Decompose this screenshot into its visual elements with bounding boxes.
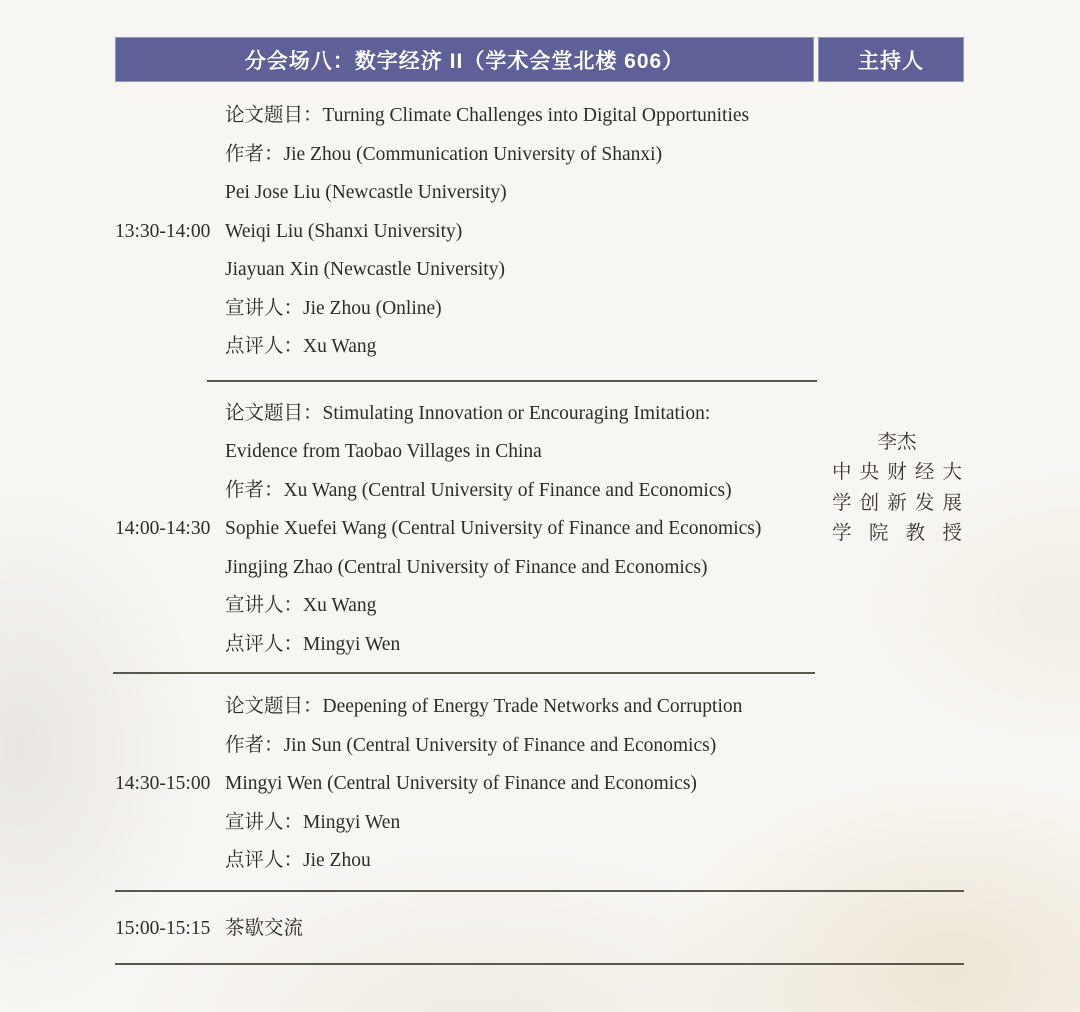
moderator-affiliation-line: 学院教授 — [832, 523, 962, 544]
session-3-time: 14:30-15:00 — [115, 773, 211, 795]
authors-line: 作者：Jin Sun (Central University of Finance and Economics) — [225, 734, 717, 756]
discussant-line: 点评人：Mingyi Wen — [225, 633, 401, 655]
moderator-name: 李杰 — [877, 432, 917, 453]
paper-title-line: 论文题目：Stimulating Innovation or Encouraging Imitation: — [225, 402, 711, 424]
session-row-1 — [115, 82, 964, 367]
session-row-3 — [115, 674, 964, 881]
discussant-line: 点评人：Jie Zhou — [225, 850, 371, 871]
break-label: 茶歇交流 — [225, 917, 304, 939]
moderator-info — [832, 427, 962, 550]
session-header-bar — [115, 37, 964, 82]
presenter-line: 宣讲人：Jie Zhou (Online) — [225, 297, 442, 319]
divider-4 — [115, 963, 964, 965]
paper-title-line: 论文题目：Turning Climate Challenges into Digital Opportunities — [225, 105, 750, 126]
presenter-line: 宣讲人：Xu Wang — [225, 595, 377, 616]
discussant-line: 点评人：Xu Wang — [225, 336, 377, 357]
author-line: Jingjing Zhao (Central University of Finance and Economics) — [225, 556, 708, 578]
moderator-affiliation-line: 学创新发展 — [832, 492, 962, 514]
session-2-time: 14:00-14:30 — [115, 518, 211, 540]
session-1-time: 13:30-14:00 — [115, 220, 211, 242]
authors-line: 作者：Xu Wang (Central University of Finance and Economics) — [225, 479, 732, 501]
break-time: 15:00-15:15 — [115, 917, 211, 939]
session-title: 分会场八：数字经济 II（学术会堂北楼 606） — [244, 49, 685, 73]
presenter-line: 宣讲人：Mingyi Wen — [225, 811, 401, 833]
session-title-cell — [115, 37, 814, 82]
authors-line: 作者：Jie Zhou (Communication University of Shanxi) — [225, 143, 663, 165]
author-line: Jiayuan Xin (Newcastle University) — [225, 259, 505, 280]
break-row — [115, 892, 964, 949]
paper-title-line: 论文题目：Deepening of Energy Trade Networks and Corruption — [225, 696, 743, 717]
author-line: Sophie Xuefei Wang (Central University of Finance and Economics) — [225, 518, 762, 539]
moderator-header-label: 主持人 — [858, 49, 924, 73]
session-1-details — [225, 97, 964, 367]
session-3-details — [225, 688, 964, 881]
author-line: Pei Jose Liu (Newcastle University) — [225, 182, 507, 203]
author-line: Mingyi Wen (Central University of Finance and Economics) — [225, 773, 697, 794]
author-line: Weiqi Liu (Shanxi University) — [225, 220, 463, 242]
break-details — [225, 910, 964, 949]
moderator-header-cell — [818, 37, 964, 82]
moderator-affiliation-line: 中央财经大 — [832, 462, 962, 483]
paper-title-line-2: Evidence from Taobao Villages in China — [225, 441, 542, 462]
